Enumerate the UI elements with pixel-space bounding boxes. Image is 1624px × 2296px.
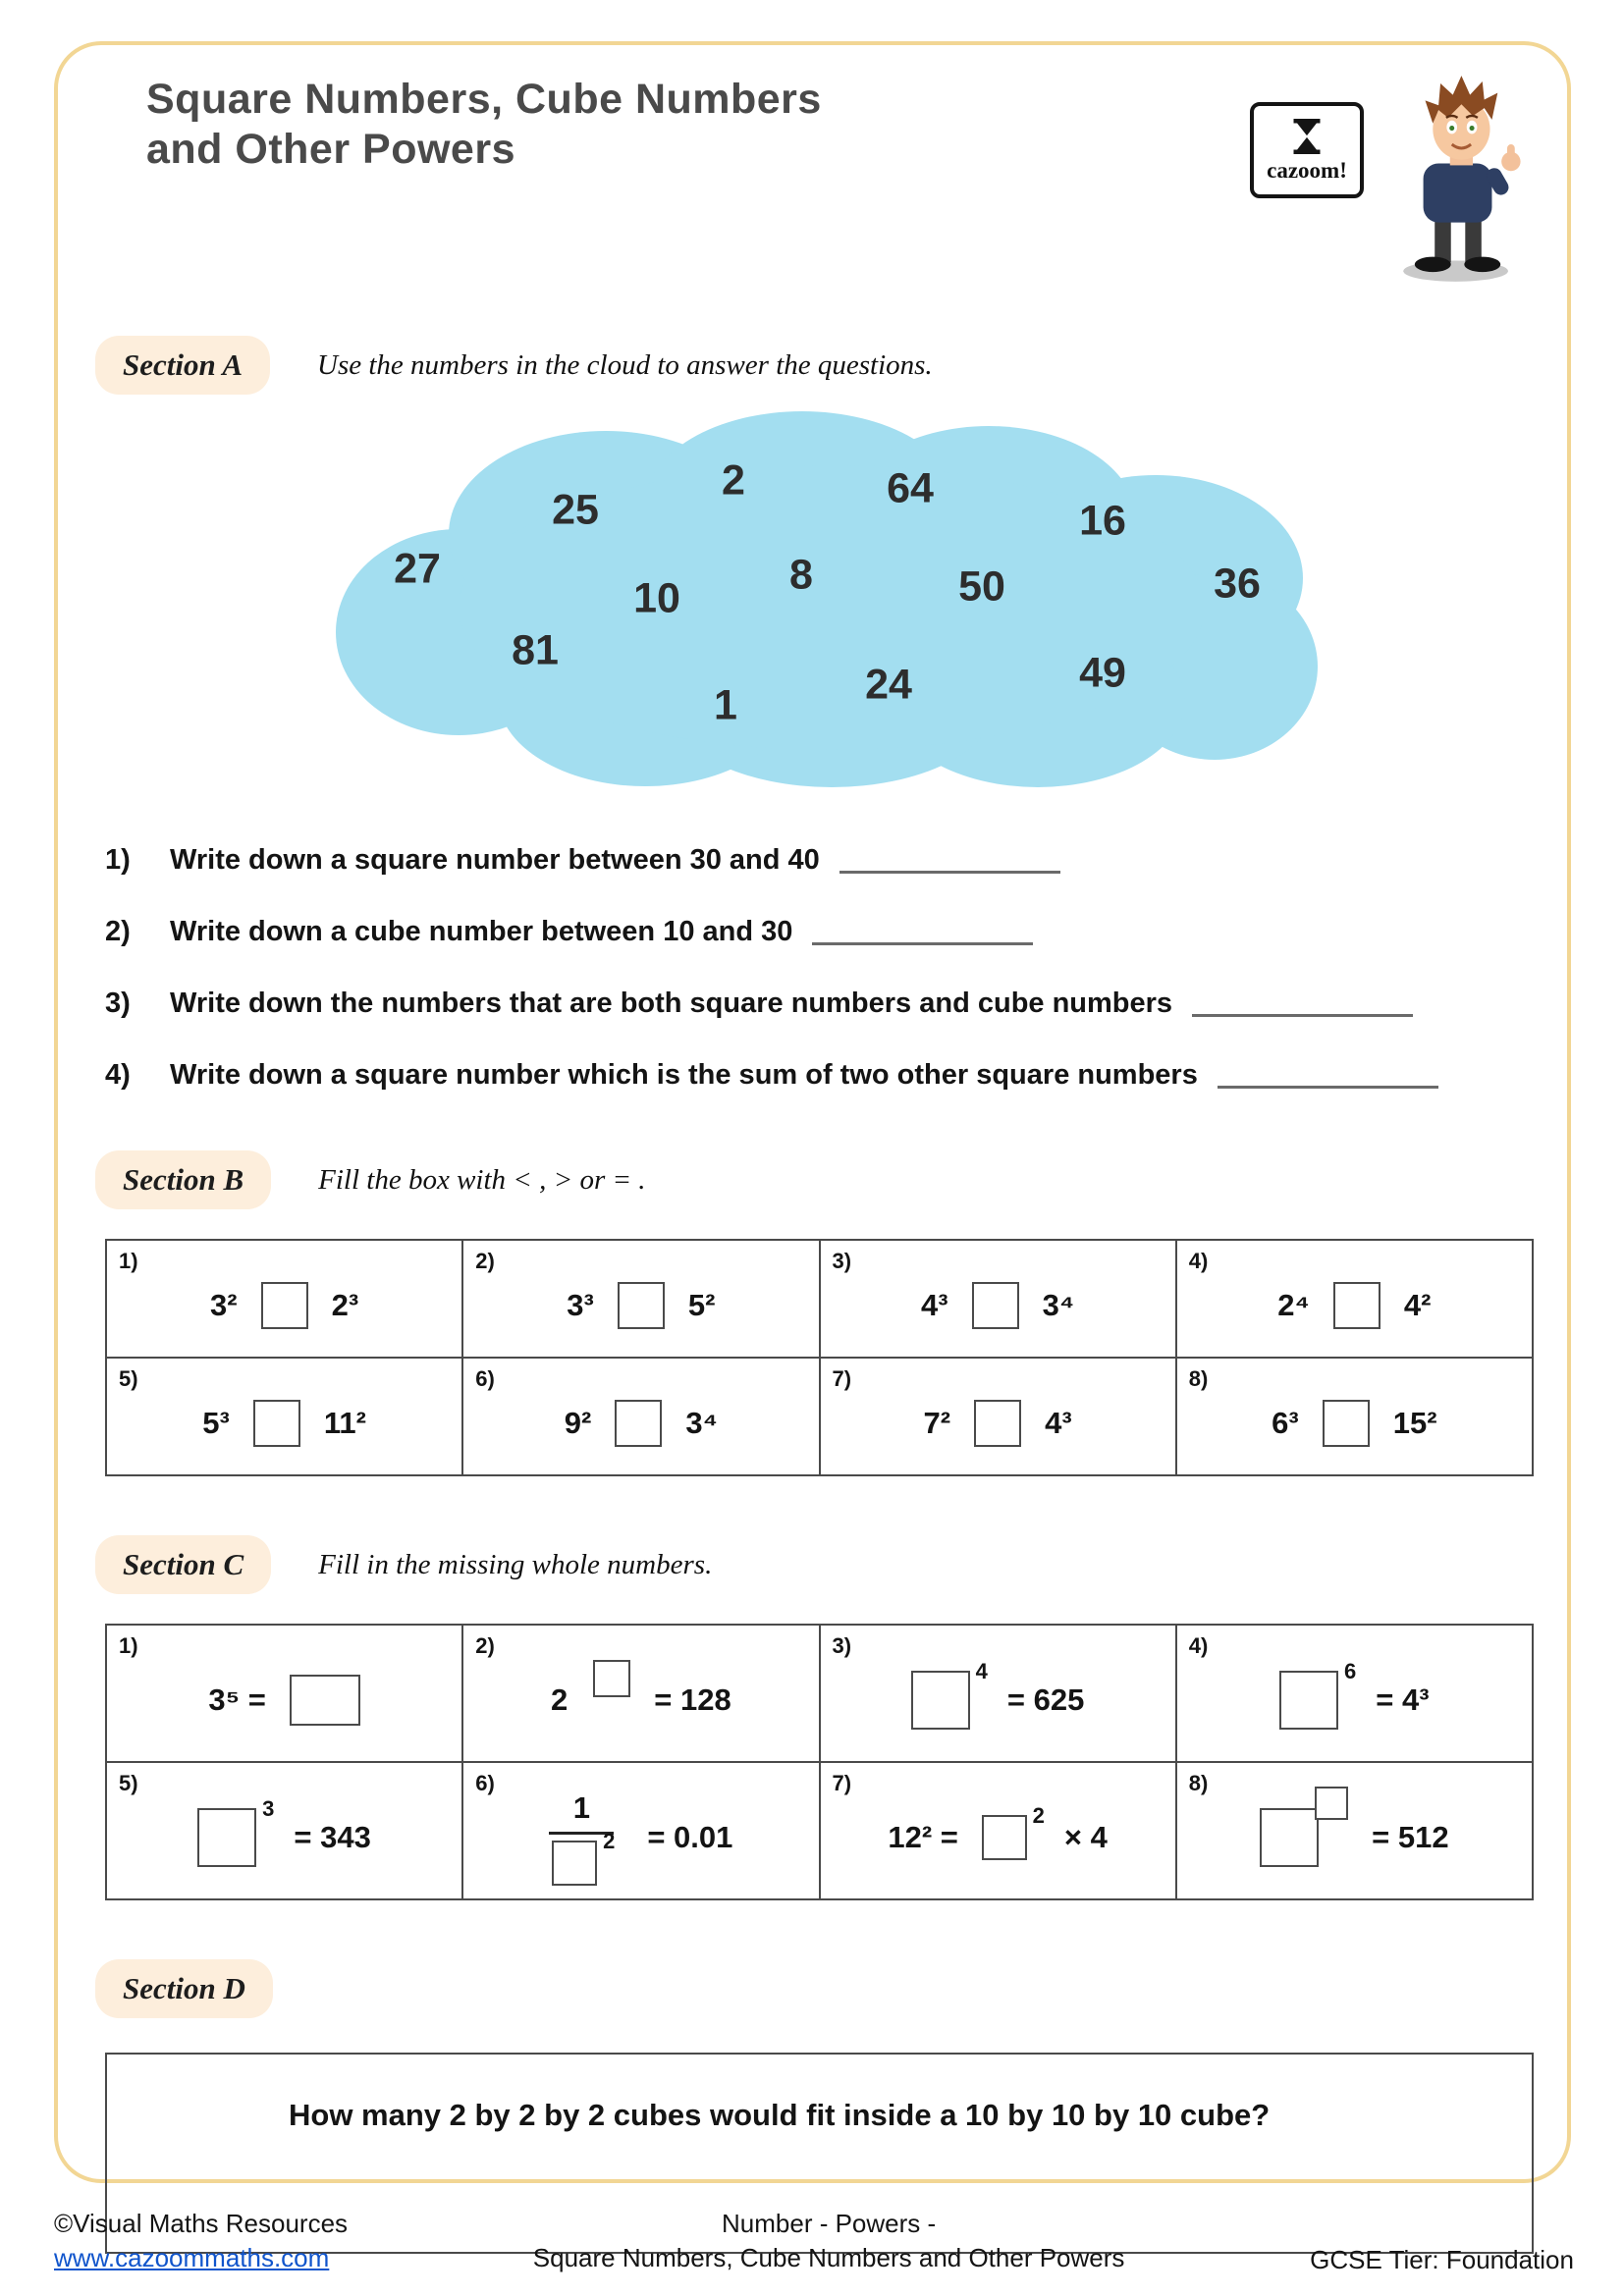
answer-box: [290, 1675, 360, 1726]
sectionC-cell-7: [820, 1762, 1176, 1899]
sectionC-cell-1: [106, 1625, 462, 1762]
answer-box: [618, 1282, 665, 1329]
question-text: Write down the numbers that are both square numbers and cube numbers: [170, 988, 1173, 1019]
cloud-number: 10: [633, 574, 680, 622]
section-c-table: [105, 1624, 1534, 1900]
item-number: 8): [1188, 1366, 1209, 1391]
left-operand: 3²: [210, 1288, 238, 1322]
sectionC-cell-4: [1176, 1625, 1533, 1762]
expression-prefix: 3⁵ =: [208, 1682, 266, 1717]
question-number: 1): [105, 844, 131, 876]
hourglass-icon: [1289, 117, 1325, 156]
left-operand: 4³: [921, 1288, 948, 1322]
section-a-header: [58, 336, 1567, 395]
cloud-number: 64: [887, 464, 934, 512]
header-right: [1250, 75, 1540, 287]
footer: [54, 2207, 1574, 2275]
sectionB-cell-4: [1176, 1240, 1533, 1358]
sectionC-cell-8: [1176, 1762, 1533, 1899]
answer-box: [911, 1671, 970, 1730]
mascot-illustration: [1378, 71, 1540, 287]
item-number: 1): [119, 1249, 138, 1273]
sectionC-cell-3: [820, 1625, 1176, 1762]
sectionB-cell-3: [820, 1240, 1176, 1358]
footer-subtopic: Square Numbers, Cube Numbers and Other Powers: [532, 2243, 1125, 2273]
left-operand: 7²: [923, 1406, 951, 1440]
item-number: 2): [475, 1249, 495, 1273]
page-border: [54, 41, 1571, 2183]
section-d-label: Section D: [95, 1959, 273, 2018]
item-number: 5): [119, 1771, 138, 1795]
left-operand: 9²: [564, 1406, 592, 1440]
cloud-number: 36: [1214, 560, 1261, 608]
exponent: 6: [1343, 1659, 1357, 1683]
expression-suffix: = 512: [1372, 1820, 1449, 1854]
cloud-number: 27: [394, 545, 441, 593]
expression-suffix: × 4: [1063, 1820, 1108, 1854]
cloud-number: 50: [958, 562, 1005, 611]
expression-suffix: = 343: [294, 1820, 371, 1854]
sectionB-cell-6: [462, 1358, 819, 1475]
left-operand: 5³: [202, 1406, 230, 1440]
exponent-answer-box: [1315, 1787, 1348, 1820]
item-number: 3): [832, 1249, 852, 1273]
question-text: Write down a square number which is the sum of two other square numbers: [170, 1059, 1198, 1091]
section-a-instruction: Use the numbers in the cloud to answer the questions.: [317, 348, 933, 381]
expression-prefix: 12² =: [888, 1820, 958, 1854]
footer-left: [54, 2207, 348, 2275]
answer-line: [812, 939, 1033, 945]
answer-line: [1192, 1011, 1413, 1017]
exponent: 2: [1032, 1803, 1045, 1828]
left-operand: 3³: [567, 1288, 594, 1322]
base-number: 2: [551, 1682, 568, 1717]
answer-box: [261, 1282, 308, 1329]
item-number: 2): [475, 1633, 495, 1658]
right-operand: 11²: [323, 1406, 366, 1440]
answer-box: [982, 1815, 1027, 1860]
answer-box: [974, 1400, 1021, 1447]
item-number: 1): [119, 1633, 138, 1658]
section-a-questions: [105, 844, 1520, 1092]
section-a-label: Section A: [95, 336, 270, 395]
answer-box: [1333, 1282, 1380, 1329]
right-operand: 4²: [1403, 1288, 1432, 1322]
item-number: 6): [475, 1771, 495, 1795]
website-link[interactable]: www.cazoommaths.com: [54, 2243, 330, 2273]
fraction-numerator: 1: [572, 1789, 590, 1825]
exponent: 4: [975, 1659, 988, 1683]
exponent-answer-box: [593, 1660, 630, 1697]
logo-text: cazoom!: [1267, 158, 1347, 183]
answer-box: [253, 1400, 300, 1447]
right-operand: 3⁴: [1042, 1288, 1075, 1322]
section-b-label: Section B: [95, 1150, 271, 1209]
cloud-number: 8: [789, 551, 813, 599]
number-cloud: [321, 406, 1323, 789]
sectionC-cell-6: [462, 1762, 819, 1899]
item-number: 6): [475, 1366, 495, 1391]
answer-box: [615, 1400, 662, 1447]
right-operand: 2³: [331, 1288, 359, 1322]
cloud-number: 1: [714, 681, 737, 729]
item-number: 3): [832, 1633, 852, 1658]
item-number: 4): [1188, 1633, 1209, 1658]
item-number: 7): [832, 1771, 852, 1795]
section-b-header: [58, 1150, 1567, 1209]
copyright-text: ©Visual Maths Resources: [54, 2209, 349, 2238]
question-number: 4): [105, 1059, 131, 1091]
expression-suffix: = 128: [654, 1682, 731, 1717]
item-number: 7): [832, 1366, 852, 1391]
answer-box: [1323, 1400, 1370, 1447]
section-b-instruction: Fill the box with < , > or = .: [318, 1163, 646, 1196]
cazoom-logo: [1250, 102, 1364, 198]
question-row: [105, 916, 1520, 948]
cloud-number: 24: [865, 661, 912, 709]
answer-box: [552, 1841, 597, 1886]
expression-suffix: = 0.01: [647, 1820, 733, 1854]
section-c-header: [58, 1535, 1567, 1594]
exponent: 2: [603, 1828, 616, 1853]
cloud-shape: [321, 406, 1323, 789]
left-operand: 2⁴: [1277, 1288, 1310, 1322]
sectionB-cell-5: [106, 1358, 462, 1475]
item-number: 5): [119, 1366, 138, 1391]
cloud-number: 49: [1079, 649, 1126, 697]
title-line-1: Square Numbers, Cube Numbers: [146, 76, 822, 123]
title-line-2: and Other Powers: [146, 125, 515, 173]
cloud-number: 16: [1079, 497, 1126, 545]
question-row: [105, 1059, 1520, 1092]
exponent: 3: [262, 1796, 275, 1821]
section-c-label: Section C: [95, 1535, 271, 1594]
sectionC-cell-2: [462, 1625, 819, 1762]
question-number: 2): [105, 916, 131, 947]
question-text: Write down a cube number between 10 and 30: [170, 916, 793, 947]
footer-topic: Number - Powers -: [722, 2209, 937, 2238]
item-number: 4): [1188, 1249, 1209, 1273]
right-operand: 15²: [1392, 1406, 1437, 1440]
expression-suffix: = 625: [1006, 1682, 1085, 1717]
sectionC-cell-5: [106, 1762, 462, 1899]
answer-line: [1218, 1083, 1438, 1089]
section-d-header: [58, 1959, 1567, 2018]
section-d-question: How many 2 by 2 by 2 cubes would fit inside a 10 by 10 by 10 cube?: [289, 2098, 1271, 2132]
sectionB-cell-2: [462, 1240, 819, 1358]
answer-box: [972, 1282, 1019, 1329]
item-number: 8): [1188, 1771, 1209, 1795]
cloud-number: 81: [512, 626, 559, 674]
cloud-number: 2: [722, 456, 745, 505]
answer-box: [1260, 1808, 1319, 1867]
question-number: 3): [105, 988, 131, 1019]
question-text: Write down a square number between 30 and 40: [170, 844, 820, 876]
right-operand: 3⁴: [685, 1406, 718, 1440]
left-operand: 6³: [1272, 1406, 1299, 1440]
section-c-instruction: Fill in the missing whole numbers.: [318, 1548, 713, 1580]
header: [58, 45, 1567, 287]
sectionB-cell-1: [106, 1240, 462, 1358]
sectionB-cell-7: [820, 1358, 1176, 1475]
sectionB-cell-8: [1176, 1358, 1533, 1475]
page-title: [146, 75, 822, 174]
answer-box: [197, 1808, 256, 1867]
footer-center: [533, 2207, 1125, 2275]
section-b-table: [105, 1239, 1534, 1476]
fraction: [549, 1790, 614, 1886]
question-row: [105, 988, 1520, 1020]
right-operand: 5²: [687, 1288, 716, 1322]
cloud-number: 25: [552, 486, 599, 534]
answer-box: [1279, 1671, 1338, 1730]
answer-line: [839, 868, 1060, 874]
question-row: [105, 844, 1520, 877]
expression-suffix: = 4³: [1376, 1682, 1430, 1717]
footer-tier: GCSE Tier: Foundation: [1310, 2245, 1574, 2275]
right-operand: 4³: [1045, 1406, 1072, 1440]
